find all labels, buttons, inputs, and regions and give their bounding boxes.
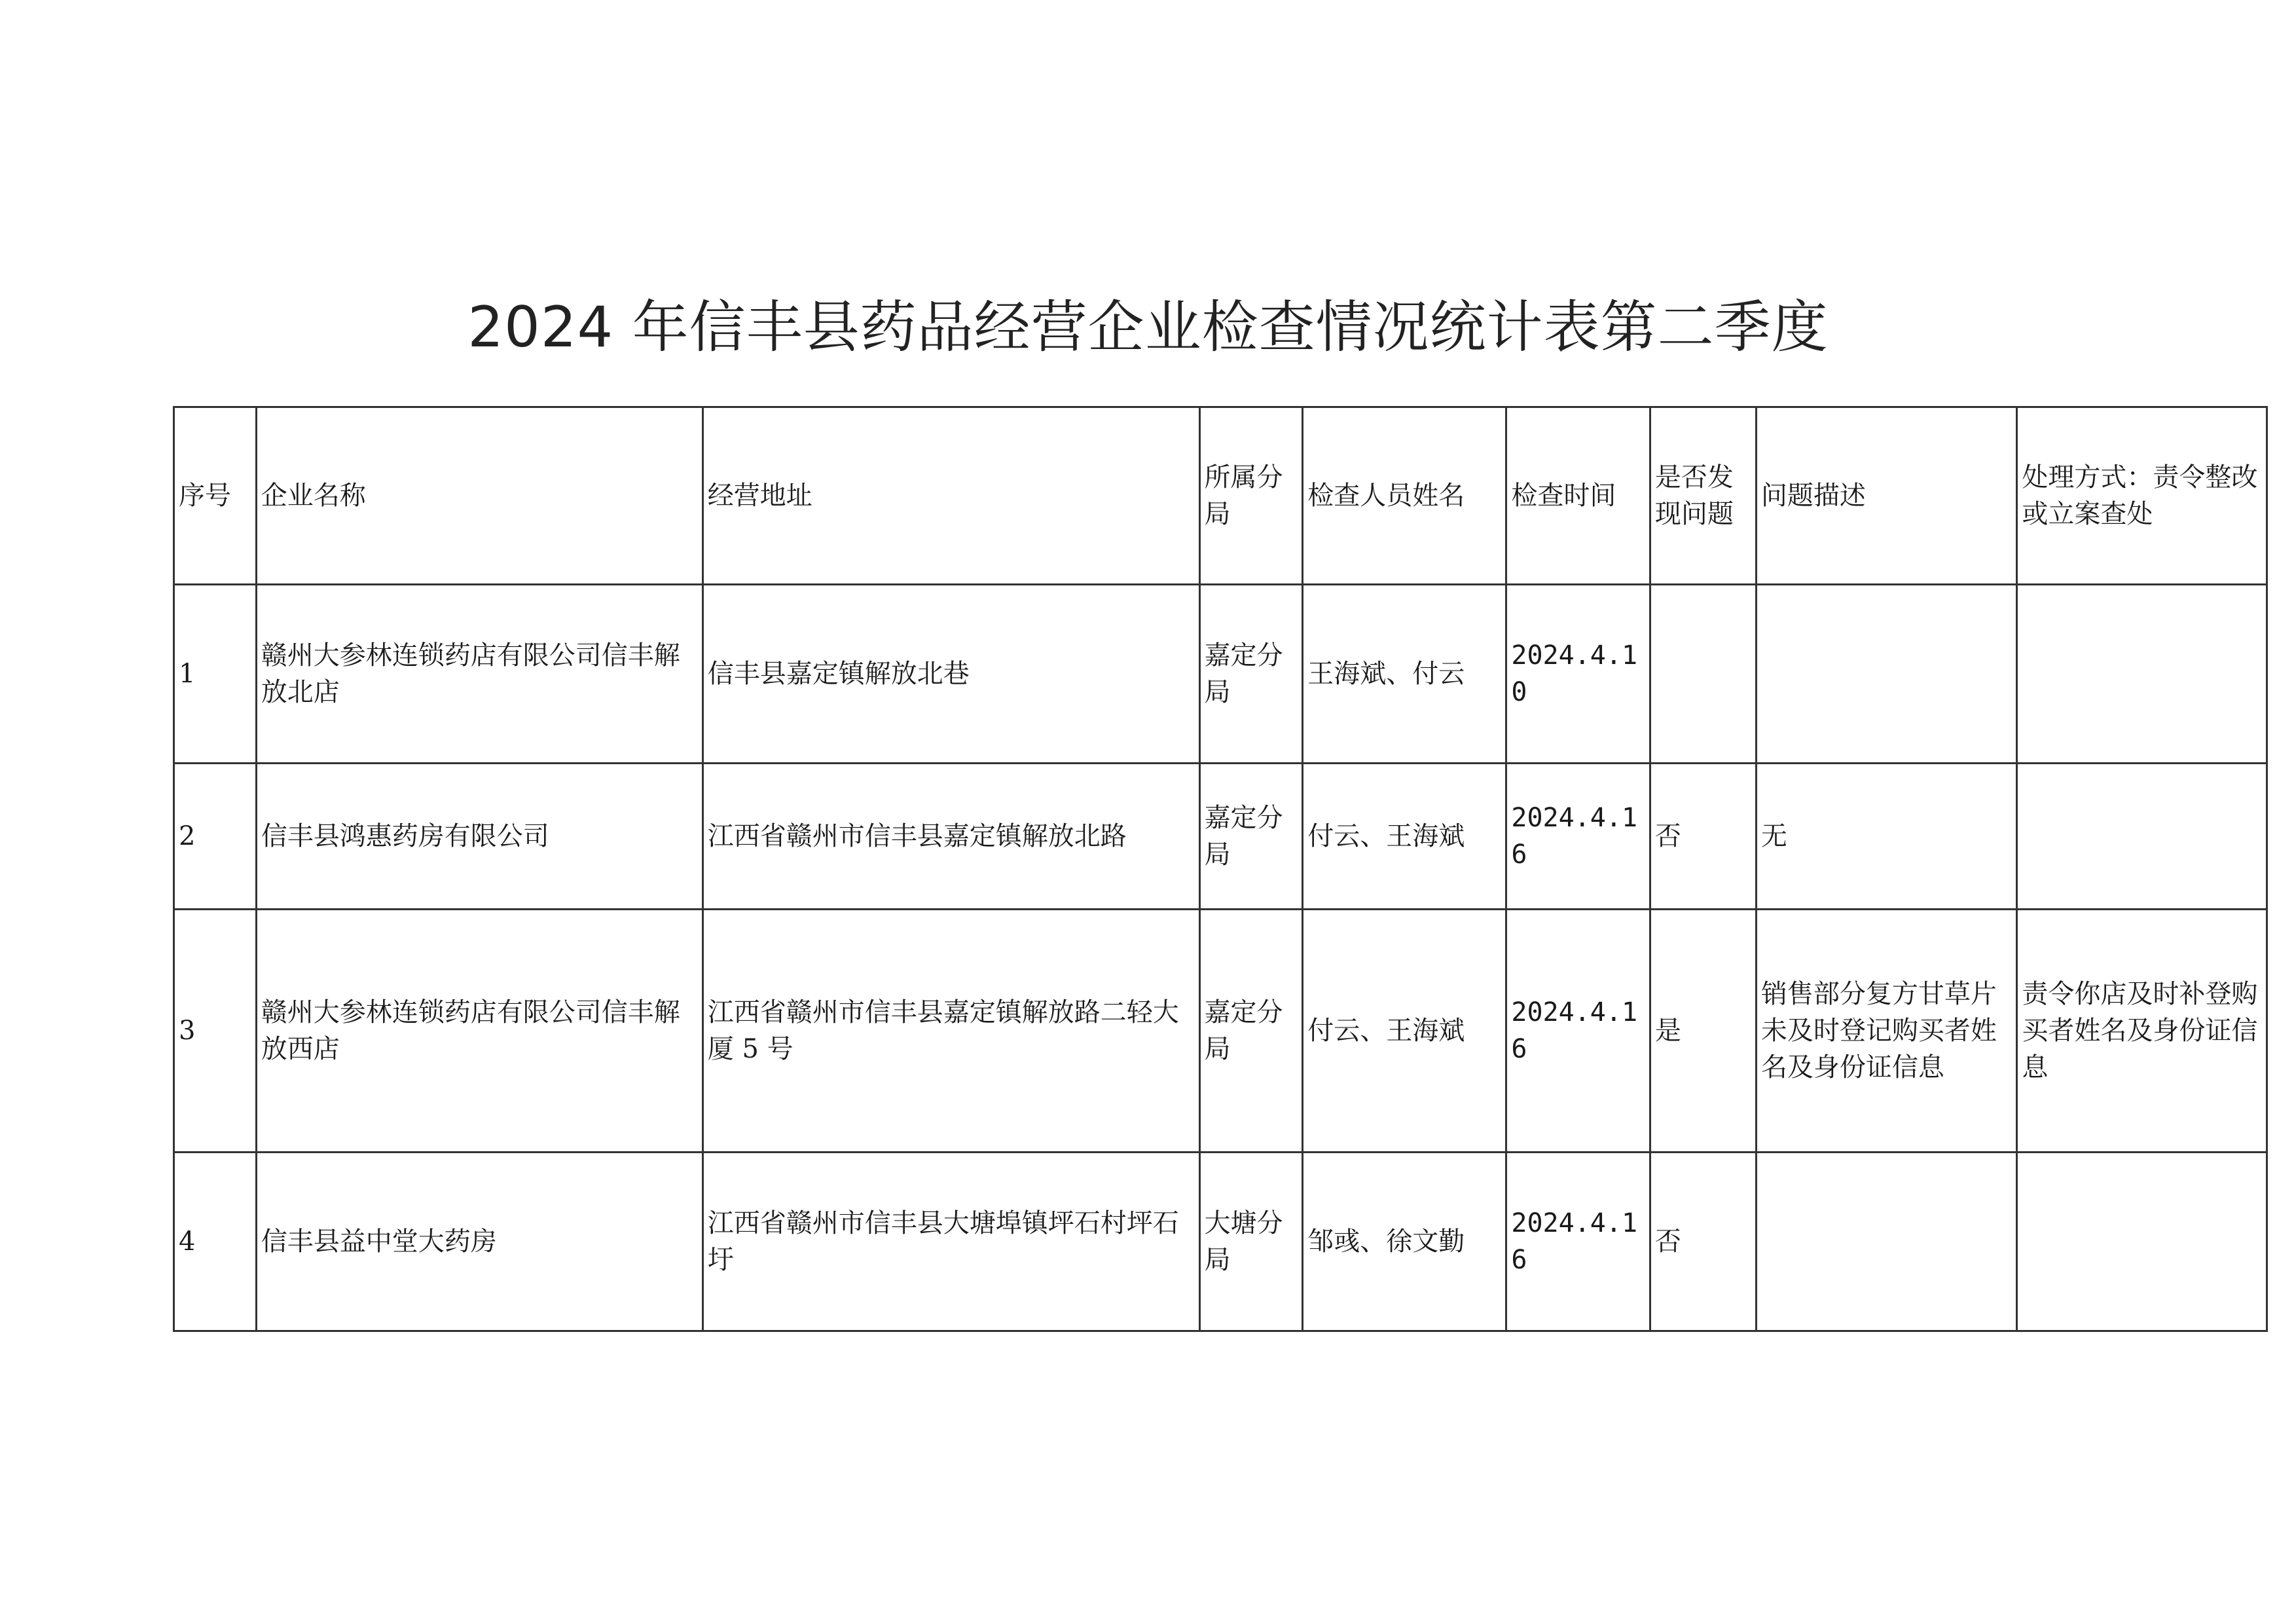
cell-company: 赣州大参林连锁药店有限公司信丰解放西店 (256, 910, 702, 1153)
cell-inspectors: 王海斌、付云 (1303, 585, 1506, 764)
table-row (174, 764, 2267, 910)
cell-branch: 嘉定分局 (1199, 764, 1303, 910)
header-date: 检查时间 (1506, 407, 1650, 585)
header-company: 企业名称 (256, 407, 702, 585)
cell-company: 信丰县鸿惠药房有限公司 (256, 764, 702, 910)
cell-handling: 责令你店及时补登购买者姓名及身份证信息 (2017, 910, 2267, 1153)
cell-description: 无 (1756, 764, 2017, 910)
cell-address: 江西省赣州市信丰县大塘埠镇坪石村坪石圩 (702, 1153, 1199, 1331)
header-inspectors: 检查人员姓名 (1303, 407, 1506, 585)
page-title: 2024 年信丰县药品经营企业检查情况统计表第二季度 (467, 295, 1829, 360)
table-row (174, 1153, 2267, 1331)
cell-problem-found: 否 (1650, 1153, 1756, 1331)
cell-inspectors: 付云、王海斌 (1303, 910, 1506, 1153)
cell-problem-found (1650, 585, 1756, 764)
header-problem-found: 是否发现问题 (1650, 407, 1756, 585)
cell-address: 信丰县嘉定镇解放北巷 (702, 585, 1199, 764)
header-description: 问题描述 (1756, 407, 2017, 585)
header-handling: 处理方式：责令整改或立案查处 (2017, 407, 2267, 585)
cell-date: 2024.4.16 (1506, 910, 1650, 1153)
cell-description: 销售部分复方甘草片未及时登记购买者姓名及身份证信息 (1756, 910, 2017, 1153)
cell-seq: 4 (174, 1153, 257, 1331)
table-row (174, 585, 2267, 764)
cell-handling (2017, 1153, 2267, 1331)
inspection-table (173, 406, 2268, 1332)
header-branch: 所属分局 (1199, 407, 1303, 585)
cell-branch: 嘉定分局 (1199, 910, 1303, 1153)
cell-description (1756, 1153, 2017, 1331)
cell-address: 江西省赣州市信丰县嘉定镇解放路二轻大厦 5 号 (702, 910, 1199, 1153)
cell-company: 信丰县益中堂大药房 (256, 1153, 702, 1331)
cell-date: 2024.4.16 (1506, 1153, 1650, 1331)
header-seq: 序号 (174, 407, 257, 585)
cell-inspectors: 付云、王海斌 (1303, 764, 1506, 910)
table-header-row (174, 407, 2267, 585)
cell-seq: 2 (174, 764, 257, 910)
cell-problem-found: 否 (1650, 764, 1756, 910)
table-row (174, 910, 2267, 1153)
cell-inspectors: 邹彧、徐文勤 (1303, 1153, 1506, 1331)
cell-date: 2024.4.16 (1506, 764, 1650, 910)
header-address: 经营地址 (702, 407, 1199, 585)
cell-address: 江西省赣州市信丰县嘉定镇解放北路 (702, 764, 1199, 910)
cell-date: 2024.4.10 (1506, 585, 1650, 764)
cell-problem-found: 是 (1650, 910, 1756, 1153)
cell-branch: 大塘分局 (1199, 1153, 1303, 1331)
cell-company: 赣州大参林连锁药店有限公司信丰解放北店 (256, 585, 702, 764)
cell-handling (2017, 764, 2267, 910)
cell-seq: 3 (174, 910, 257, 1153)
cell-description (1756, 585, 2017, 764)
cell-handling (2017, 585, 2267, 764)
cell-branch: 嘉定分局 (1199, 585, 1303, 764)
cell-seq: 1 (174, 585, 257, 764)
